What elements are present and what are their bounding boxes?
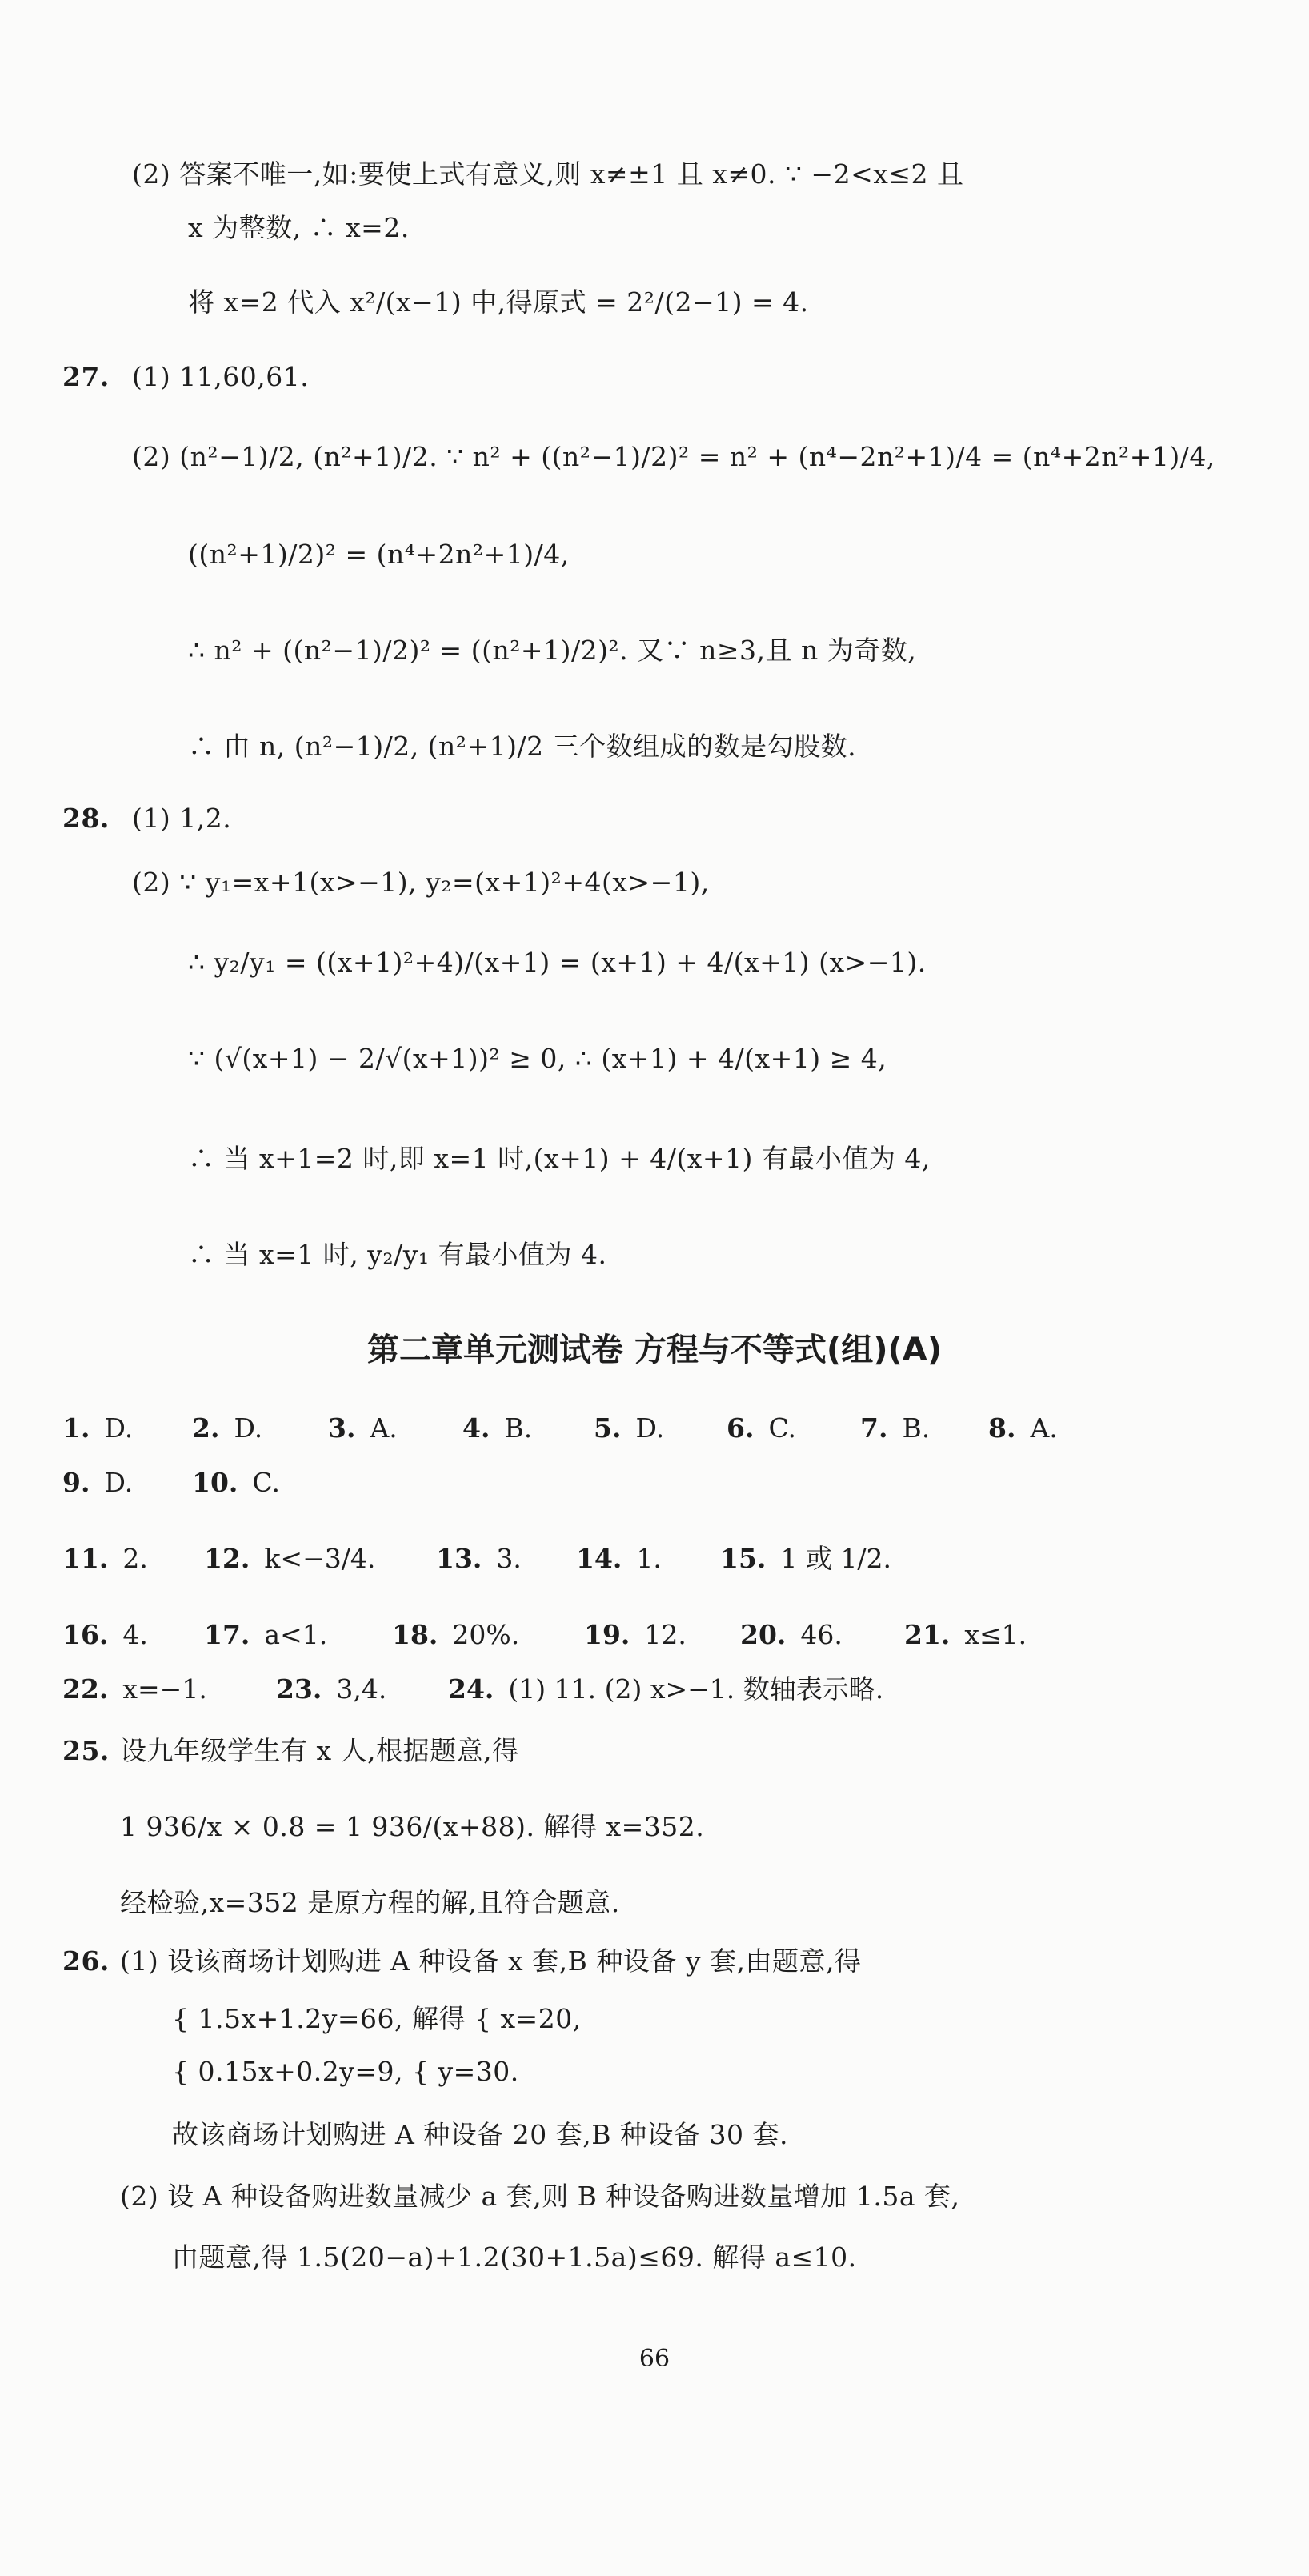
- q28-line5: ∴ 当 x+1=2 时,即 x=1 时,(x+1) + 4/(x+1) 有最小值为 4,: [188, 1143, 931, 1174]
- q27-line4: ∴ n² + ((n²−1)/2)² = ((n²+1)/2)². 又∵ n≥3,且 n 为奇数,: [188, 635, 917, 666]
- prev-answer-line-1: (2) 答案不唯一,如:要使上式有意义,则 x≠±1 且 x≠0. ∵ −2<x≤2 且: [132, 158, 964, 190]
- q25-line3: 经检验,x=352 是原方程的解,且符合题意.: [120, 1887, 620, 1918]
- answer-10: 10. C.: [192, 1467, 280, 1498]
- q26-part2: (2) 设 A 种设备购进数量减少 a 套,则 B 种设备购进数量增加 1.5a 套,: [120, 2181, 960, 2212]
- answer-3: 3. A.: [328, 1412, 398, 1444]
- q28-line6: ∴ 当 x=1 时, y₂/y₁ 有最小值为 4.: [188, 1239, 607, 1270]
- section-title: 第二章单元测试卷 方程与不等式(组)(A): [366, 1332, 942, 1368]
- q28-line3: ∴ y₂/y₁ = ((x+1)²+4)/(x+1) = (x+1) + 4/(x+1) (x>−1).: [188, 947, 927, 978]
- answer-1: 1. D.: [62, 1412, 134, 1444]
- answer-15: 15. 1 或 1/2.: [720, 1543, 891, 1574]
- answer-20: 20. 46.: [740, 1619, 843, 1650]
- answer-24: 24. (1) 11. (2) x>−1. 数轴表示略.: [448, 1673, 884, 1705]
- q25-line1: 设九年级学生有 x 人,根据题意,得: [120, 1735, 519, 1766]
- answer-5: 5. D.: [594, 1412, 665, 1444]
- question-27-number: 27.: [62, 361, 110, 392]
- question-25-number: 25.: [62, 1735, 110, 1766]
- answer-16: 16. 4.: [62, 1619, 148, 1650]
- q26-part1: (1) 设该商场计划购进 A 种设备 x 套,B 种设备 y 套,由题意,得: [120, 1945, 862, 1977]
- answer-18: 18. 20%.: [392, 1619, 520, 1650]
- q26-system-line2: { 0.15x+0.2y=9, { y=30.: [172, 2056, 519, 2087]
- answer-2: 2. D.: [192, 1412, 263, 1444]
- answer-14: 14. 1.: [576, 1543, 662, 1574]
- answer-19: 19. 12.: [584, 1619, 687, 1650]
- q26-system-line1: { 1.5x+1.2y=66, 解得 { x=20,: [172, 2003, 582, 2034]
- answer-13: 13. 3.: [436, 1543, 522, 1574]
- question-28-number: 28.: [62, 803, 110, 834]
- prev-answer-line-2: x 为整数, ∴ x=2.: [188, 212, 410, 243]
- answer-21: 21. x≤1.: [904, 1619, 1027, 1650]
- answer-4: 4. B.: [462, 1412, 533, 1444]
- q28-part1: (1) 1,2.: [132, 803, 232, 834]
- answer-22: 22. x=−1.: [62, 1673, 207, 1705]
- q27-part1: (1) 11,60,61.: [132, 361, 310, 392]
- answer-9: 9. D.: [62, 1467, 134, 1498]
- q28-part2: (2) ∵ y₁=x+1(x>−1), y₂=(x+1)²+4(x>−1),: [132, 867, 710, 898]
- answer-23: 23. 3,4.: [276, 1673, 387, 1705]
- prev-answer-line-3: 将 x=2 代入 x²/(x−1) 中,得原式 = 2²/(2−1) = 4.: [188, 286, 809, 318]
- q28-line4: ∵ (√(x+1) − 2/√(x+1))² ≥ 0, ∴ (x+1) + 4/(x+1) ≥ 4,: [188, 1043, 887, 1074]
- q27-line5: ∴ 由 n, (n²−1)/2, (n²+1)/2 三个数组成的数是勾股数.: [188, 731, 857, 762]
- answer-7: 7. B.: [860, 1412, 931, 1444]
- q26-line6: 由题意,得 1.5(20−a)+1.2(30+1.5a)≤69. 解得 a≤10.: [172, 2241, 857, 2273]
- answer-11: 11. 2.: [62, 1543, 148, 1574]
- q27-part2: (2) (n²−1)/2, (n²+1)/2. ∵ n² + ((n²−1)/2)² = n² + (n⁴−2n²+1)/4 = (n⁴+2n²+1)/4,: [132, 441, 1215, 472]
- q26-line4: 故该商场计划购进 A 种设备 20 套,B 种设备 30 套.: [172, 2119, 788, 2150]
- answer-12: 12. k<−3/4.: [204, 1543, 376, 1574]
- answer-8: 8. A.: [988, 1412, 1058, 1444]
- question-26-number: 26.: [62, 1945, 110, 1977]
- q25-line2: 1 936/x × 0.8 = 1 936/(x+88). 解得 x=352.: [120, 1811, 705, 1842]
- answer-6: 6. C.: [727, 1412, 797, 1444]
- answer-17: 17. a<1.: [204, 1619, 328, 1650]
- q27-line3: ((n²+1)/2)² = (n⁴+2n²+1)/4,: [188, 539, 570, 570]
- page-number: 66: [638, 2345, 671, 2373]
